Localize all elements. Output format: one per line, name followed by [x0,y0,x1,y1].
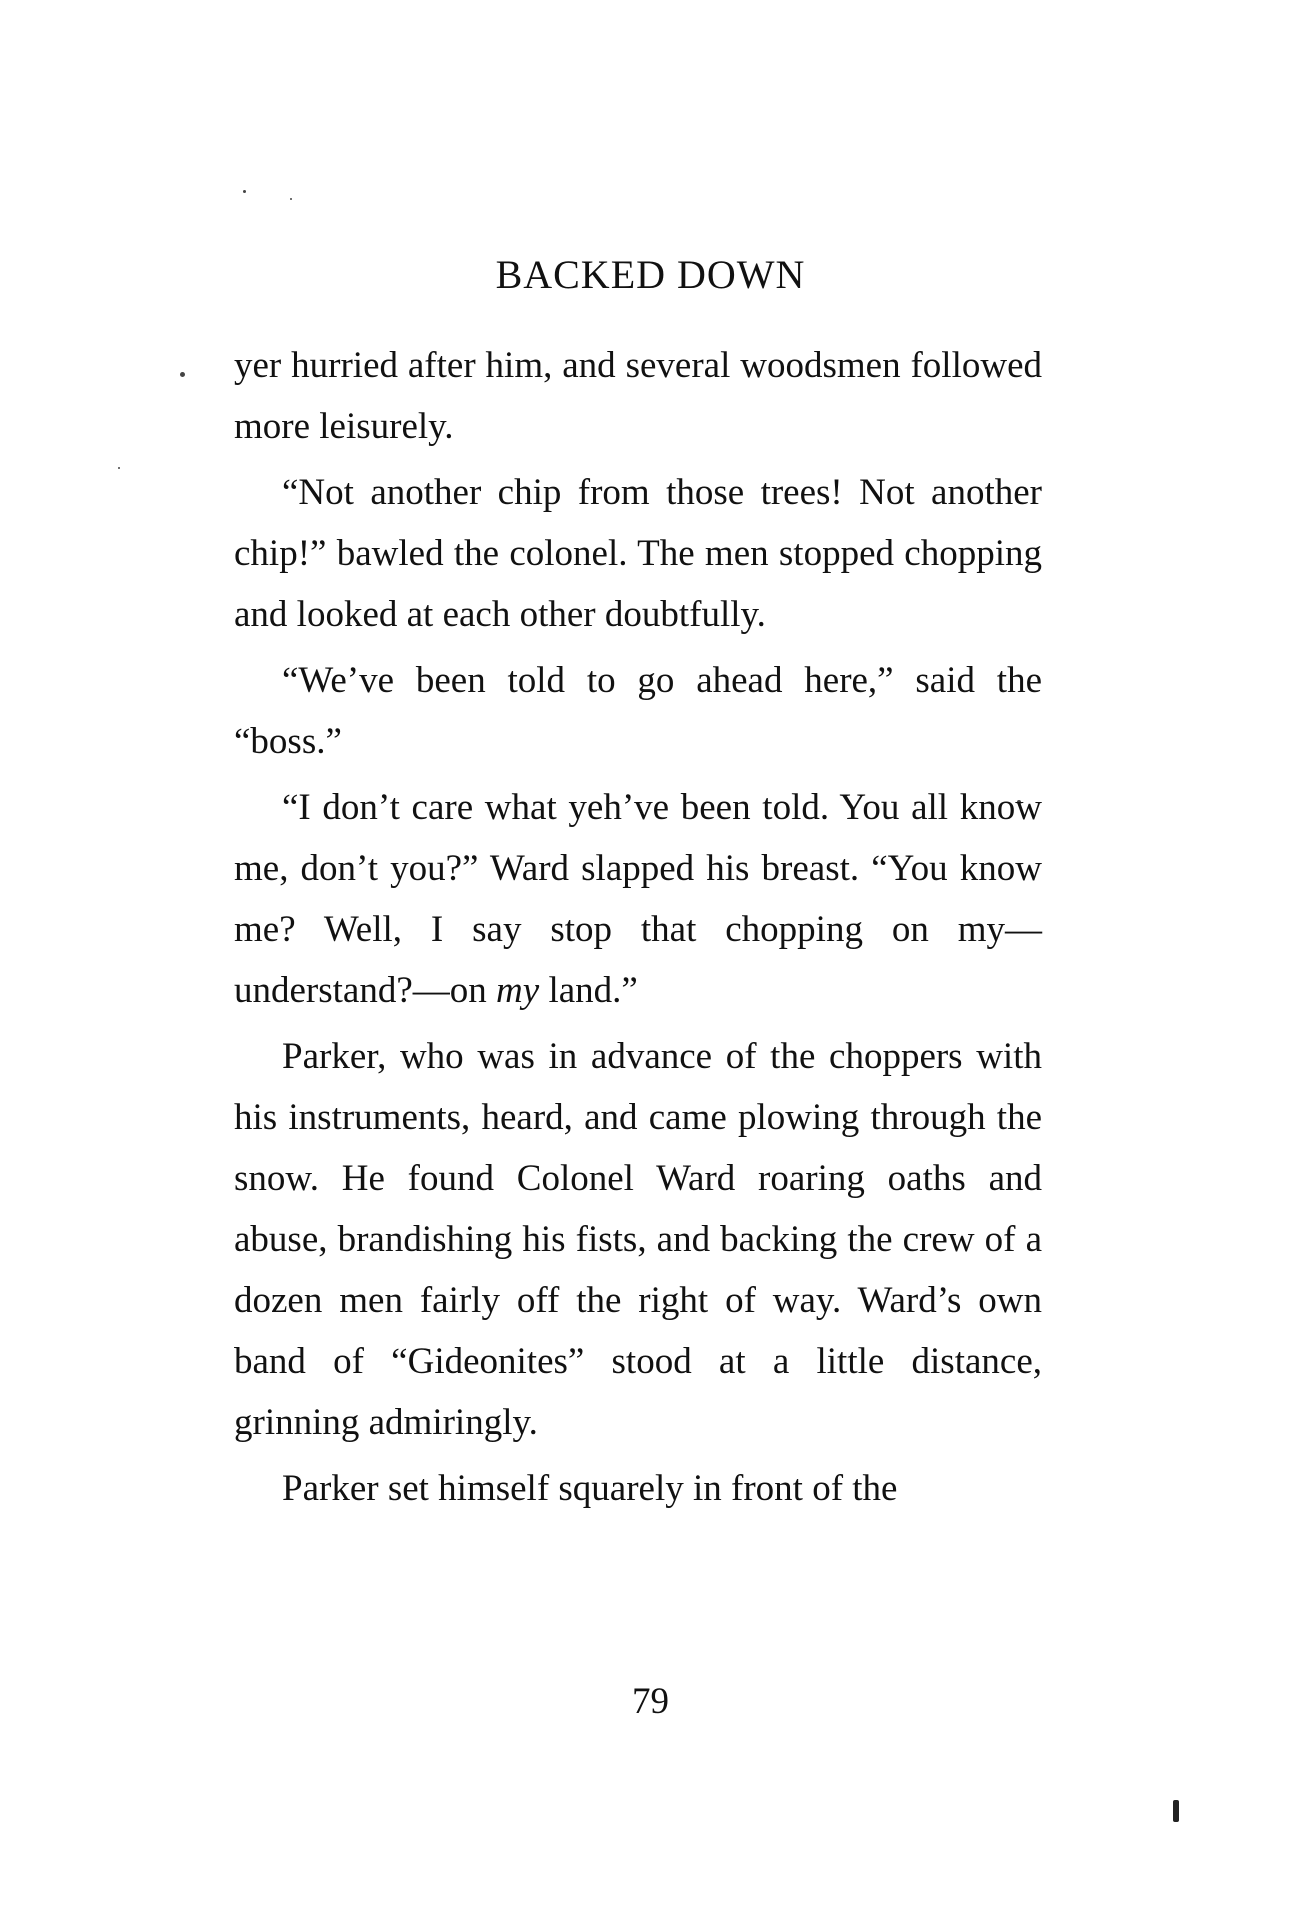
paragraph-text: land.” [539,970,638,1011]
scan-speck [180,372,185,377]
page-number: 79 [632,1681,669,1722]
paragraph: “Not another chip from those trees! Not another chip!” bawled the colonel. The men stopped chopping and looked at each other doubtfully. [234,472,1042,635]
paragraph: Parker, who was in advance of the choppers with his instruments, heard, and came plowing through the snow. He found Colonel Ward roaring oaths and abuse, brandishing his fists, and backing the crew of a dozen men fairly off the right of way. Ward’s own band of “Gideonites” stood at a little distance, grinning admiringly. [234,1036,1042,1443]
body-text [234,335,1042,1519]
scan-speck [118,467,120,469]
paragraph: yer hurried after him, and several woodsmen followed more leisurely. [234,345,1042,447]
paragraph: “We’ve been told to go ahead here,” said the “boss.” [234,660,1042,762]
scan-speck [243,190,246,193]
paragraph [234,777,1042,1021]
emphasized-word: my [496,970,540,1011]
paragraph: Parker set himself squarely in front of the [282,1468,898,1509]
running-head: BACKED DOWN [495,252,806,297]
scan-speck [1173,1800,1179,1822]
paragraph-text: “I don’t care what yeh’ve been told. You all know me, don’t you?” Ward slapped his breast. “You know me? Well, I say stop that chopping on my—understand?—on [234,787,1042,1011]
scan-speck [290,198,292,200]
